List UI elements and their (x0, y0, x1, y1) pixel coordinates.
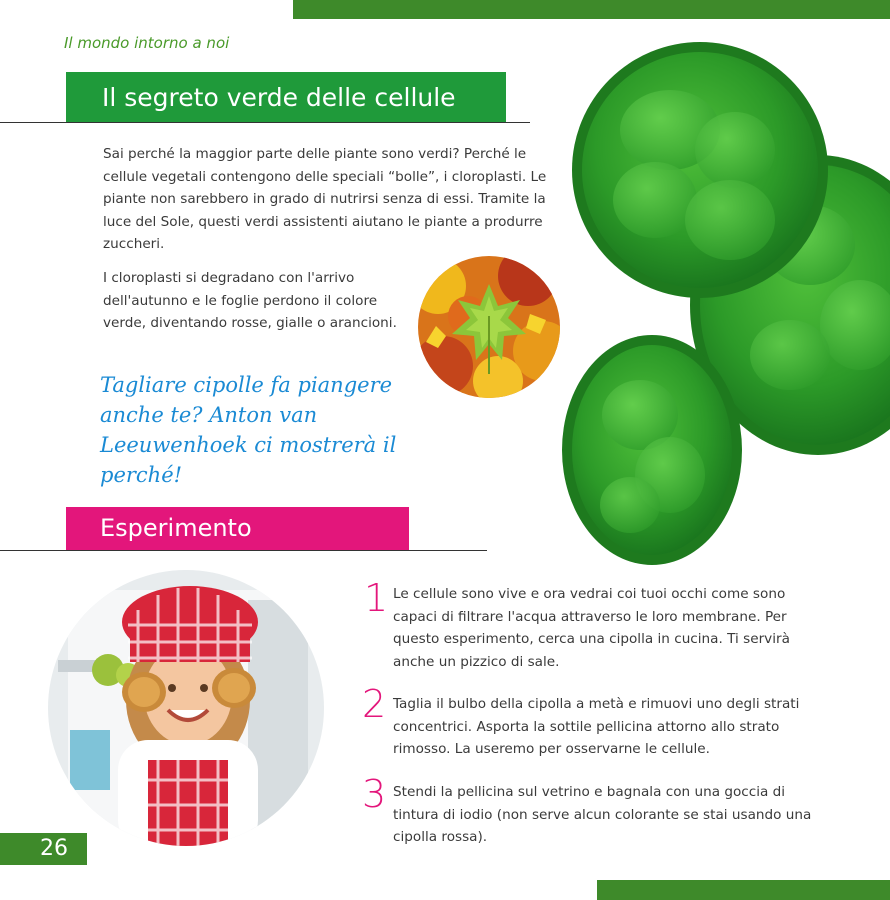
section-label: Il mondo intorno a noi (64, 34, 230, 52)
step-3-number: 3 (362, 772, 387, 816)
step-2-number: 2 (362, 682, 387, 726)
plant-cells-illustration (560, 35, 890, 570)
experiment-heading: Esperimento (100, 514, 252, 542)
autumn-paragraph: I cloroplasti si degradano con l'arrivo dell'autunno e le foglie perdono il colore verde, diventando rosse, gialle o arancioni. (103, 270, 397, 331)
step-1-text: Le cellule sono vive e ora vedrai coi tuoi occhi come sono capaci di filtrare l'acqua attraverso le loro membrane. Per questo esperimento, cerca una cipolla in cucina. Ti servirà anche un pizzico di sale. (393, 586, 790, 670)
step-3-text: Stendi la pellicina sul vetrino e bagnala con una goccia di tintura di iodio (non serve alcun colorante se stai usando una cipolla rossa). (393, 784, 812, 845)
page-number: 26 (40, 836, 68, 861)
autumn-leaves-image (418, 256, 560, 398)
intro-paragraph: Sai perché la maggior parte delle piante sono verdi? Perché le cellule vegetali contengono delle speciali “bolle”, i cloroplasti. Le piante non sarebbero in grado di nutrirsi senza di essi. Tramite la luce del Sole, questi verdi assistenti aiutano le piante a produrre zuccheri. (103, 146, 547, 252)
step-2-text: Taglia il bulbo della cipolla a metà e rimuovi uno degli strati concentrici. Asporta la sottile pellicina attorno allo strato rimosso. La useremo per osservarne le cellule. (393, 696, 800, 757)
title-underline (0, 122, 530, 123)
callout-text: Tagliare cipolle fa piangere anche te? Anton van Leeuwenhoek ci mostrerà il perché! (100, 373, 397, 487)
top-accent-bar (293, 0, 890, 19)
article-title: Il segreto verde delle cellule (102, 83, 456, 112)
experiment-underline (0, 550, 487, 551)
girl-with-onions-image (48, 570, 324, 846)
bottom-accent-bar (597, 880, 890, 900)
step-1-number: 1 (364, 576, 389, 620)
